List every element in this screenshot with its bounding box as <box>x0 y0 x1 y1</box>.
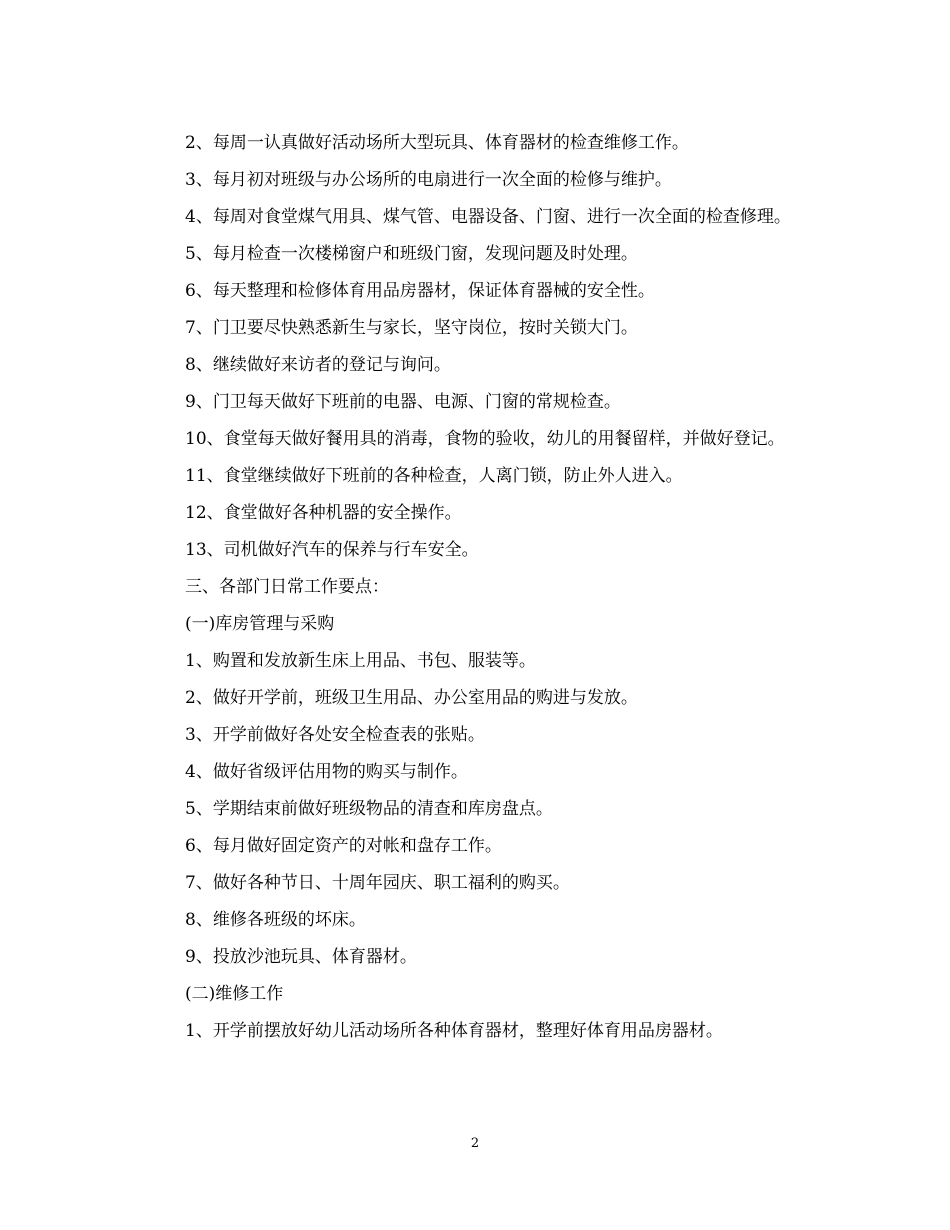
subsection-heading-2: (二)维修工作 <box>185 984 284 1004</box>
paragraph-23: 9、投放沙池玩具、体育器材。 <box>185 947 417 967</box>
paragraph-9: 10、食堂每天做好餐用具的消毒，食物的验收，幼儿的用餐留样，并做好登记。 <box>185 429 785 449</box>
paragraph-25: 1、开学前摆放好幼儿活动场所各种体育器材，整理好体育用品房器材。 <box>185 1021 723 1041</box>
paragraph-22: 8、维修各班级的坏床。 <box>185 910 366 930</box>
paragraph-8: 9、门卫每天做好下班前的电器、电源、门窗的常规检查。 <box>185 392 621 412</box>
paragraph-19: 5、学期结束前做好班级物品的清查和库房盘点。 <box>185 799 553 819</box>
paragraph-18: 4、做好省级评估用物的购买与制作。 <box>185 762 468 782</box>
paragraph-1: 2、每周一认真做好活动场所大型玩具、体育器材的检查维修工作。 <box>185 133 689 153</box>
document-body <box>145 125 805 1050</box>
paragraph-4: 5、每月检查一次楼梯窗户和班级门窗，发现问题及时处理。 <box>185 244 638 264</box>
section-heading: 三、各部门日常工作要点： <box>185 577 389 597</box>
paragraph-10: 11、食堂继续做好下班前的各种检查，人离门锁，防止外人进入。 <box>185 466 683 486</box>
paragraph-12: 13、司机做好汽车的保养与行车安全。 <box>185 540 479 560</box>
paragraph-6: 7、门卫要尽快熟悉新生与家长，坚守岗位，按时关锁大门。 <box>185 318 638 338</box>
paragraph-15: 1、购置和发放新生床上用品、书包、服装等。 <box>185 651 536 671</box>
paragraph-17: 3、开学前做好各处安全检查表的张贴。 <box>185 725 485 745</box>
paragraph-3: 4、每周对食堂煤气用具、煤气管、电器设备、门窗、进行一次全面的检查修理。 <box>185 207 791 227</box>
paragraph-20: 6、每月做好固定资产的对帐和盘存工作。 <box>185 836 502 856</box>
paragraph-11: 12、食堂做好各种机器的安全操作。 <box>185 503 462 523</box>
subsection-heading-1: (一)库房管理与采购 <box>185 614 335 634</box>
paragraph-5: 6、每天整理和检修体育用品房器材，保证体育器械的安全性。 <box>185 281 655 301</box>
paragraph-2: 3、每月初对班级与办公场所的电扇进行一次全面的检修与维护。 <box>185 170 672 190</box>
page-number: 2 <box>470 1136 480 1151</box>
paragraph-21: 7、做好各种节日、十周年园庆、职工福利的购买。 <box>185 873 570 893</box>
paragraph-16: 2、做好开学前，班级卫生用品、办公室用品的购进与发放。 <box>185 688 638 708</box>
paragraph-7: 8、继续做好来访者的登记与询问。 <box>185 355 451 375</box>
